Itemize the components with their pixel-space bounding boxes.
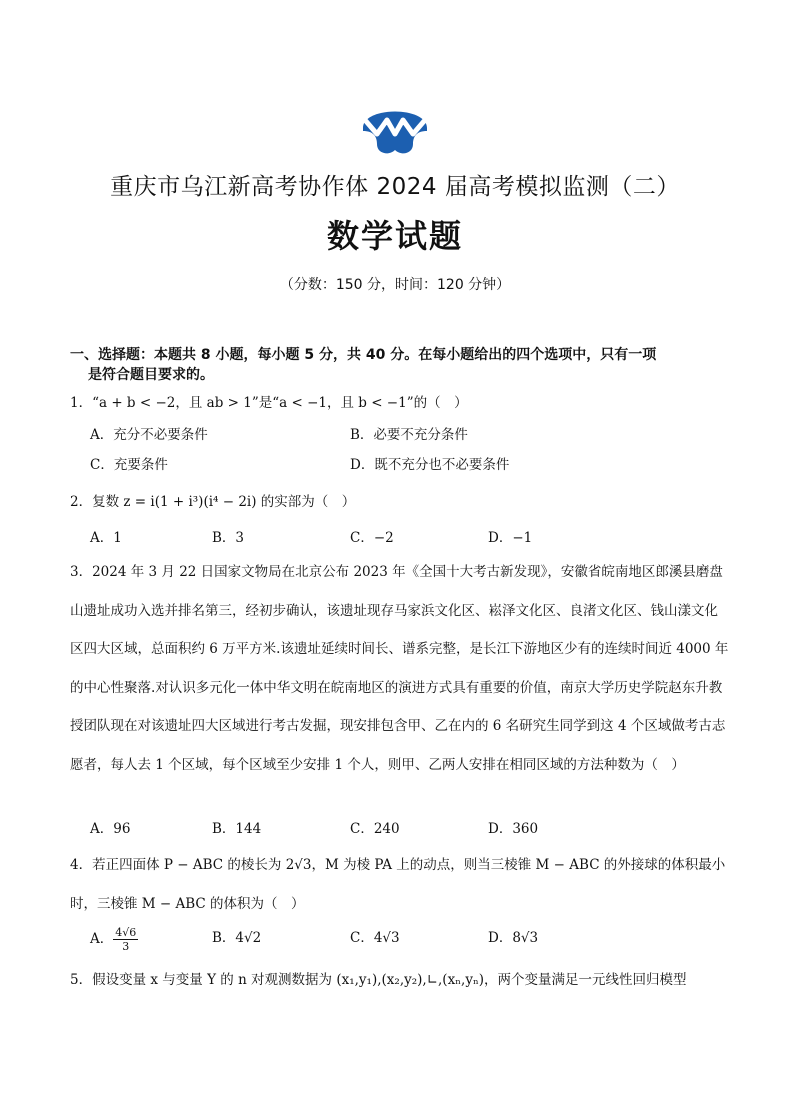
section-heading-line1: 一、选择题：本题共 8 小题，每小题 5 分，共 40 分。在每小题给出的四个选项中，只有一项 (70, 347, 657, 363)
exam-title: 重庆市乌江新高考协作体 2024 届高考模拟监测（二） (110, 174, 680, 200)
question-4-option-c: C．4√3 (350, 930, 400, 946)
question-4-stem: 4．若正四面体 P − ABC 的棱长为 2√3，M 为棱 PA 上的动点，则当三棱锥 M − ABC 的外接球的体积最小时，三棱锥 M − ABC 的体积为（ ） (70, 857, 726, 912)
question-4-option-d: D．8√3 (488, 930, 539, 946)
logo-icon (355, 98, 435, 158)
question-2-option-d: D．−1 (488, 530, 533, 546)
question-1-option-b: B．必要不充分条件 (350, 427, 468, 443)
question-1-option-a: A．充分不必要条件 (90, 427, 208, 443)
question-3-stem: 3．2024 年 3 月 22 日国家文物局在北京公布 2023 年《全国十大考古新发现》，安徽省皖南地区郎溪县磨盘山遗址成功入选并排名第三，经初步确认，该遗址现存马家浜文化区、崧泽文化区、良渚文化区、钱山漾文化区四大区域，总面积约 6 万平方米.该遗址延续时间长、谱系完整，是长江下游地区少有的连续时间近 4000 年的中心性聚落.对认识多元化一体中华文明在皖南地区的演进方式具有重要的价值，南京大学历史学院赵东升教授团队现在对该遗址四大区域进行考古发掘，现安排包含甲、乙在内的 6 名研究生同学到这 4 个区域做考古志愿者，每人去 1 个区域，每个区域至少安排 1 个人，则甲、乙两人安排在相同区域的方法种数为（ ） (70, 564, 729, 773)
question-1-stem: 1．“a + b < −2，且 ab > 1”是“a < −1，且 b < −1”的（ ） (70, 395, 468, 411)
fraction-denominator: 3 (122, 940, 130, 953)
fraction-numerator: 4√6 (115, 926, 137, 939)
subject-title: 数学试题 (326, 217, 463, 255)
question-3-option-d: D．360 (488, 821, 539, 837)
question-1-option-c: C．充要条件 (90, 457, 168, 473)
question-3-option-a: A．96 (90, 821, 131, 837)
section-heading (70, 345, 730, 385)
question-3-option-c: C．240 (350, 821, 400, 837)
exam-info: （分数：150 分，时间：120 分钟） (279, 277, 511, 293)
question-4-option-a (90, 926, 138, 953)
section-heading-line2: 是符合题目要求的。 (88, 367, 214, 383)
question-3-option-b: B．144 (212, 821, 262, 837)
question-5-stem: 5．假设变量 x 与变量 Y 的 n 对观测数据为 (x₁,y₁),(x₂,y₂),∟,(xₙ,yₙ)，两个变量满足一元线性回归模型 (70, 972, 687, 988)
question-4-option-a-fraction (113, 926, 138, 953)
question-1-option-d: D．既不充分也不必要条件 (350, 457, 510, 473)
question-2-stem: 2．复数 z = i(1 + i³)(i⁴ − 2i) 的实部为（ ） (70, 494, 356, 510)
question-4-option-b: B．4√2 (212, 930, 262, 946)
question-2-option-a: A．1 (90, 530, 122, 546)
question-4-option-a-label: A． (90, 931, 114, 947)
question-2-option-b: B．3 (212, 530, 245, 546)
question-2-option-c: C．−2 (350, 530, 394, 546)
